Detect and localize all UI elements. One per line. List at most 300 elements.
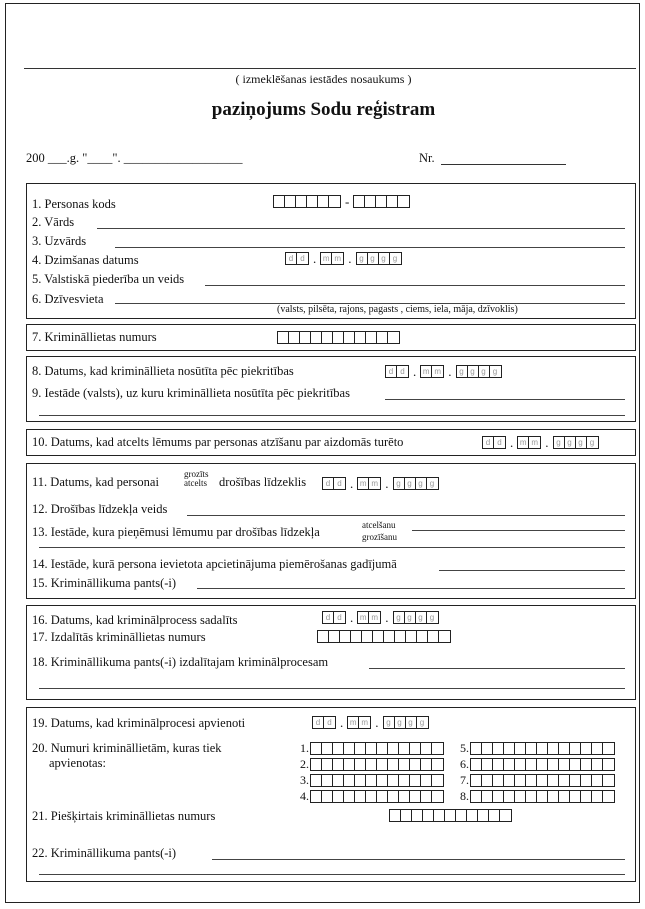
digit-box[interactable]	[467, 810, 478, 821]
section-case-merge	[26, 707, 636, 882]
separator: .	[385, 610, 389, 625]
digit-box[interactable]: g	[419, 718, 425, 727]
digit-box[interactable]: m	[518, 437, 529, 448]
digit-box[interactable]	[406, 631, 417, 642]
digit-box[interactable]	[570, 775, 581, 786]
day-boxes[interactable]	[285, 252, 309, 265]
digit-box[interactable]	[278, 332, 289, 343]
digit-box[interactable]	[329, 631, 340, 642]
digit-box-group[interactable]	[310, 790, 444, 803]
form-title: paziņojums Sodu reģistram	[211, 99, 436, 120]
digit-box[interactable]	[311, 791, 322, 802]
digit-box[interactable]	[344, 791, 355, 802]
digit-box[interactable]: d	[400, 367, 405, 376]
digit-box-group[interactable]	[553, 436, 599, 449]
digit-box[interactable]: m	[334, 254, 342, 263]
receiving-institution-input[interactable]	[385, 399, 625, 400]
digit-box[interactable]	[421, 775, 432, 786]
digit-box[interactable]	[526, 791, 537, 802]
digit-box[interactable]	[333, 775, 344, 786]
digit-box[interactable]: g	[395, 717, 406, 728]
digit-box[interactable]	[401, 810, 412, 821]
digit-box[interactable]	[366, 791, 377, 802]
field-8-label: 8. Datums, kad krimināllieta nosūtīta pēc piekritības	[32, 364, 294, 378]
digit-box[interactable]: g	[589, 438, 595, 447]
separator: .	[510, 435, 514, 450]
digit-box[interactable]: g	[457, 366, 468, 377]
split-articles-input-2[interactable]	[39, 688, 625, 689]
digit-box[interactable]: g	[416, 612, 427, 623]
merged-case-6[interactable]	[459, 757, 615, 772]
digit-box[interactable]	[445, 810, 456, 821]
digit-box[interactable]	[471, 759, 482, 770]
digit-box[interactable]	[504, 775, 515, 786]
digit-box[interactable]	[398, 196, 409, 207]
digit-box[interactable]	[274, 196, 285, 207]
digit-box[interactable]	[537, 743, 548, 754]
digit-box[interactable]	[548, 759, 559, 770]
digit-box[interactable]	[570, 759, 581, 770]
digit-box[interactable]: g	[429, 479, 435, 488]
digit-box[interactable]	[311, 332, 322, 343]
digit-box[interactable]	[344, 759, 355, 770]
digit-box[interactable]	[471, 775, 482, 786]
digit-box[interactable]	[515, 775, 526, 786]
digit-box-group[interactable]	[456, 365, 502, 378]
digit-box[interactable]: d	[313, 717, 324, 728]
digit-box[interactable]: d	[300, 254, 305, 263]
digit-box[interactable]: g	[357, 253, 368, 264]
digit-box[interactable]	[559, 791, 570, 802]
digit-box[interactable]	[388, 332, 399, 343]
personal-code-input[interactable]	[273, 195, 410, 208]
digit-box[interactable]	[493, 759, 504, 770]
section-case-number	[26, 324, 636, 351]
digit-box[interactable]	[355, 791, 366, 802]
digit-box[interactable]	[581, 759, 592, 770]
digit-box[interactable]	[581, 775, 592, 786]
criminal-law-articles-input[interactable]	[197, 588, 625, 589]
digit-box[interactable]: d	[286, 253, 297, 264]
split-articles-input[interactable]	[369, 668, 625, 669]
digit-box-group[interactable]	[470, 774, 615, 787]
digit-box[interactable]	[410, 759, 421, 770]
section-personal-data	[26, 183, 636, 319]
merged-case-7[interactable]	[459, 773, 615, 788]
digit-box[interactable]	[559, 775, 570, 786]
digit-box[interactable]	[423, 810, 434, 821]
digit-box[interactable]	[365, 196, 376, 207]
digit-box[interactable]	[399, 759, 410, 770]
option-annulled[interactable]: atcelts	[184, 478, 207, 488]
digit-box[interactable]	[421, 743, 432, 754]
merged-case-2[interactable]	[299, 757, 444, 772]
digit-box[interactable]: m	[421, 366, 432, 377]
digit-box[interactable]: g	[416, 478, 427, 489]
digit-box[interactable]	[428, 631, 439, 642]
field-16-label: 16. Datums, kad kriminālprocess sadalīts	[32, 613, 238, 627]
field-21-label: 21. Piešķirtais krimināllietas numurs	[32, 809, 216, 823]
digit-box[interactable]: g	[384, 717, 395, 728]
digit-box[interactable]	[384, 631, 395, 642]
institution-name-line[interactable]	[24, 68, 636, 69]
digit-box-group[interactable]	[357, 611, 381, 624]
receiving-institution-input-2[interactable]	[39, 415, 625, 416]
digit-box[interactable]	[311, 775, 322, 786]
digit-box[interactable]: g	[406, 717, 417, 728]
institution-caption: ( izmeklēšanas iestādes nosaukums )	[235, 72, 412, 86]
digit-box-group[interactable]	[482, 436, 506, 449]
digit-box[interactable]	[296, 196, 307, 207]
annulment-date-input[interactable]	[482, 436, 599, 449]
field-20-label-2: apvienotas:	[49, 756, 106, 770]
merged-case-4[interactable]	[299, 789, 444, 804]
digit-box[interactable]: d	[497, 438, 502, 447]
measure-type-input[interactable]	[187, 515, 625, 516]
digit-box[interactable]: d	[323, 612, 334, 623]
digit-box[interactable]	[373, 631, 384, 642]
digit-box[interactable]	[355, 759, 366, 770]
digit-box[interactable]: d	[337, 479, 342, 488]
digit-box[interactable]	[355, 743, 366, 754]
section-case-split	[26, 605, 636, 700]
digit-box[interactable]: g	[429, 613, 435, 622]
digit-box[interactable]: g	[492, 367, 498, 376]
digit-box[interactable]	[471, 791, 482, 802]
measure-date-input[interactable]	[322, 477, 439, 490]
digit-box[interactable]: m	[371, 613, 379, 622]
digit-box[interactable]	[504, 759, 515, 770]
digit-box[interactable]	[344, 775, 355, 786]
digit-box[interactable]	[515, 759, 526, 770]
digit-box[interactable]	[493, 775, 504, 786]
split-case-number-input[interactable]	[317, 630, 451, 643]
option-change[interactable]: grozīšanu	[362, 532, 397, 542]
digit-box-group[interactable]	[277, 331, 400, 344]
digit-box[interactable]	[377, 332, 388, 343]
digit-box[interactable]	[377, 759, 388, 770]
digit-box[interactable]	[537, 775, 548, 786]
name-input[interactable]	[97, 228, 625, 229]
digit-box[interactable]	[603, 759, 614, 770]
digit-box[interactable]: g	[379, 253, 390, 264]
digit-box[interactable]	[570, 743, 581, 754]
digit-box[interactable]: g	[565, 437, 576, 448]
field-5-label: 5. Valstiskā piederība un veids	[32, 272, 185, 286]
digit-box[interactable]	[603, 791, 614, 802]
separator: .	[340, 715, 344, 730]
digit-box[interactable]	[376, 196, 387, 207]
digit-box[interactable]	[388, 791, 399, 802]
month-boxes[interactable]	[320, 252, 344, 265]
digit-box[interactable]	[504, 743, 515, 754]
digit-box[interactable]	[410, 743, 421, 754]
digit-box[interactable]	[362, 631, 373, 642]
digit-box[interactable]	[388, 775, 399, 786]
digit-box[interactable]	[537, 759, 548, 770]
digit-box[interactable]	[559, 759, 570, 770]
digit-box-group[interactable]	[517, 436, 541, 449]
digit-box-group[interactable]	[393, 611, 439, 624]
digit-box[interactable]: g	[405, 612, 416, 623]
digit-box[interactable]	[322, 775, 333, 786]
digit-box[interactable]	[366, 775, 377, 786]
citizenship-input[interactable]	[205, 285, 625, 286]
field-15-label: 15. Krimināllikuma pants(-i)	[32, 576, 177, 590]
field-12-label: 12. Drošības līdzekļa veids	[32, 502, 168, 516]
assigned-case-number-input[interactable]	[389, 809, 512, 822]
field-9-label: 9. Iestāde (valsts), uz kuru krimināllieta nosūtīta pēc piekritības	[32, 386, 350, 400]
digit-box[interactable]	[388, 743, 399, 754]
digit-box[interactable]	[482, 791, 493, 802]
digit-box[interactable]	[603, 743, 614, 754]
digit-box[interactable]: g	[368, 253, 379, 264]
field-11-label: 11. Datums, kad personai	[32, 475, 159, 489]
digit-box[interactable]	[526, 743, 537, 754]
separator: .	[375, 715, 379, 730]
digit-box-group[interactable]	[420, 365, 444, 378]
digit-box[interactable]: g	[394, 612, 405, 623]
digit-box[interactable]: g	[392, 254, 398, 263]
merged-case-1[interactable]	[299, 741, 444, 756]
digit-box[interactable]	[410, 775, 421, 786]
merge-articles-input-2[interactable]	[39, 874, 625, 875]
digit-box[interactable]	[355, 332, 366, 343]
digit-box[interactable]	[333, 332, 344, 343]
digit-box-group[interactable]	[312, 716, 336, 729]
digit-box[interactable]: m	[358, 478, 369, 489]
digit-box[interactable]	[432, 791, 443, 802]
field-2-label: 2. Vārds	[32, 215, 75, 229]
digit-box[interactable]	[592, 775, 603, 786]
case-index-label: 1.	[300, 741, 309, 755]
merged-case-3[interactable]	[299, 773, 444, 788]
date-line[interactable]: 200 ___.g. "____". ___________________	[26, 151, 243, 165]
digit-box[interactable]	[289, 332, 300, 343]
digit-box[interactable]	[322, 759, 333, 770]
birth-date-input[interactable]	[285, 252, 402, 265]
digit-box[interactable]	[377, 775, 388, 786]
digit-box[interactable]	[300, 332, 311, 343]
digit-box[interactable]	[318, 631, 329, 642]
digit-box[interactable]	[412, 810, 423, 821]
digit-box-group[interactable]	[470, 758, 615, 771]
digit-box-group[interactable]	[322, 477, 346, 490]
digit-box[interactable]: m	[348, 717, 359, 728]
option-annulment[interactable]: atcelšanu	[362, 520, 396, 530]
digit-box[interactable]: d	[386, 366, 397, 377]
digit-box[interactable]	[377, 791, 388, 802]
digit-box[interactable]	[351, 631, 362, 642]
digit-box[interactable]	[504, 791, 515, 802]
digit-box[interactable]	[399, 743, 410, 754]
digit-box[interactable]	[285, 196, 296, 207]
separator: .	[350, 610, 354, 625]
digit-box[interactable]	[344, 743, 355, 754]
digit-box-group[interactable]	[322, 611, 346, 624]
digit-box[interactable]	[333, 743, 344, 754]
digit-box[interactable]	[322, 791, 333, 802]
digit-box[interactable]	[603, 775, 614, 786]
digit-box[interactable]	[390, 810, 401, 821]
digit-box[interactable]	[489, 810, 500, 821]
form-page	[5, 3, 640, 903]
digit-box[interactable]	[333, 759, 344, 770]
nr-label: Nr.	[419, 151, 435, 165]
merge-date-input[interactable]	[312, 716, 429, 729]
digit-box[interactable]	[537, 791, 548, 802]
field-20-label: 20. Numuri krimināllietām, kuras tiek	[32, 741, 222, 755]
digit-box[interactable]	[377, 743, 388, 754]
field-7-label: 7. Krimināllietas numurs	[32, 330, 157, 344]
digit-box[interactable]: m	[371, 479, 379, 488]
digit-box[interactable]	[432, 775, 443, 786]
digit-box[interactable]	[515, 743, 526, 754]
digit-box[interactable]	[482, 775, 493, 786]
digit-box[interactable]	[399, 791, 410, 802]
digit-box[interactable]	[526, 775, 537, 786]
digit-box[interactable]	[515, 791, 526, 802]
digit-box-group[interactable]	[310, 742, 444, 755]
digit-box[interactable]	[307, 196, 318, 207]
digit-box[interactable]: g	[468, 366, 479, 377]
digit-box[interactable]	[333, 791, 344, 802]
merge-articles-input[interactable]	[212, 859, 625, 860]
case-index-label: 2.	[300, 757, 309, 771]
digit-box[interactable]	[354, 196, 365, 207]
merged-case-8[interactable]	[459, 789, 615, 804]
digit-box[interactable]	[592, 791, 603, 802]
field-10-label: 10. Datums, kad atcelts lēmums par personas atzīšanu par aizdomās turēto	[32, 435, 404, 449]
digit-box[interactable]: d	[327, 718, 332, 727]
digit-box[interactable]	[592, 759, 603, 770]
digit-box-group[interactable]	[385, 365, 409, 378]
date-dot: .	[348, 251, 352, 266]
digit-box[interactable]	[471, 743, 482, 754]
digit-box[interactable]: g	[554, 437, 565, 448]
digit-box[interactable]	[581, 791, 592, 802]
digit-box[interactable]	[570, 791, 581, 802]
digit-box[interactable]	[410, 791, 421, 802]
digit-box[interactable]	[434, 810, 445, 821]
digit-box[interactable]	[322, 743, 333, 754]
digit-box[interactable]	[478, 810, 489, 821]
sent-date-input[interactable]	[385, 365, 502, 378]
digit-box[interactable]	[482, 759, 493, 770]
case-index-label: 6.	[460, 757, 469, 771]
personal-code-part2[interactable]	[353, 195, 410, 208]
digit-box[interactable]	[355, 775, 366, 786]
option-changed[interactable]: grozīts	[184, 469, 209, 479]
digit-box[interactable]	[526, 759, 537, 770]
digit-box-group[interactable]	[347, 716, 371, 729]
digit-box[interactable]: m	[321, 253, 332, 264]
digit-box[interactable]	[493, 743, 504, 754]
digit-box[interactable]	[417, 631, 428, 642]
decision-institution-input-2[interactable]	[39, 547, 625, 548]
digit-box[interactable]	[548, 743, 559, 754]
digit-box[interactable]	[482, 743, 493, 754]
digit-box[interactable]	[340, 631, 351, 642]
digit-box[interactable]: g	[479, 366, 490, 377]
digit-box[interactable]	[548, 791, 559, 802]
digit-box[interactable]	[366, 332, 377, 343]
surname-input[interactable]	[115, 247, 625, 248]
digit-box[interactable]	[581, 743, 592, 754]
digit-box[interactable]	[439, 631, 450, 642]
code-dash: -	[345, 194, 350, 209]
case-number-input[interactable]	[277, 331, 400, 344]
case-index-label: 8.	[460, 789, 469, 803]
digit-box[interactable]: d	[323, 478, 334, 489]
field-13-label: 13. Iestāde, kura pieņēmusi lēmumu par drošības līdzekļa	[32, 525, 320, 539]
digit-box[interactable]	[329, 196, 340, 207]
digit-box[interactable]	[592, 743, 603, 754]
digit-box[interactable]: g	[576, 437, 587, 448]
separator: .	[545, 435, 549, 450]
personal-code-part1[interactable]	[273, 195, 341, 208]
merged-case-5[interactable]	[459, 741, 615, 756]
digit-box[interactable]	[493, 791, 504, 802]
digit-box[interactable]	[421, 759, 432, 770]
digit-box-group[interactable]	[389, 809, 512, 822]
digit-box[interactable]	[399, 775, 410, 786]
digit-box[interactable]	[388, 759, 399, 770]
digit-box-group[interactable]	[310, 774, 444, 787]
field-22-label: 22. Krimināllikuma pants(-i)	[32, 846, 177, 860]
digit-box-group[interactable]	[383, 716, 429, 729]
digit-box[interactable]	[387, 196, 398, 207]
digit-box-group[interactable]	[470, 742, 615, 755]
digit-box[interactable]	[318, 196, 329, 207]
detention-institution-input[interactable]	[439, 570, 625, 571]
digit-box[interactable]: g	[394, 478, 405, 489]
digit-box[interactable]	[395, 631, 406, 642]
digit-box[interactable]	[548, 775, 559, 786]
digit-box[interactable]	[344, 332, 355, 343]
split-date-input[interactable]	[322, 611, 439, 624]
digit-box[interactable]	[456, 810, 467, 821]
decision-institution-input[interactable]	[412, 530, 625, 531]
digit-box[interactable]: m	[358, 612, 369, 623]
field-3-label: 3. Uzvārds	[32, 234, 87, 248]
digit-box[interactable]: d	[483, 437, 494, 448]
separator: .	[448, 364, 452, 379]
digit-box-group[interactable]	[317, 630, 451, 643]
digit-box[interactable]	[366, 743, 377, 754]
digit-box-group[interactable]	[357, 477, 381, 490]
digit-box-group[interactable]	[310, 758, 444, 771]
digit-box[interactable]	[421, 791, 432, 802]
digit-box[interactable]	[559, 743, 570, 754]
year-boxes[interactable]	[356, 252, 402, 265]
digit-box[interactable]	[311, 743, 322, 754]
digit-box-group[interactable]	[393, 477, 439, 490]
digit-box[interactable]: m	[361, 718, 369, 727]
digit-box[interactable]: m	[531, 438, 539, 447]
digit-box[interactable]	[432, 743, 443, 754]
digit-box[interactable]: g	[405, 478, 416, 489]
digit-box[interactable]	[500, 810, 511, 821]
digit-box[interactable]	[322, 332, 333, 343]
nr-input-line[interactable]	[441, 164, 566, 165]
digit-box[interactable]: d	[337, 613, 342, 622]
digit-box[interactable]: m	[434, 367, 442, 376]
digit-box[interactable]	[432, 759, 443, 770]
digit-box[interactable]	[311, 759, 322, 770]
digit-box[interactable]	[366, 759, 377, 770]
digit-box-group[interactable]	[470, 790, 615, 803]
